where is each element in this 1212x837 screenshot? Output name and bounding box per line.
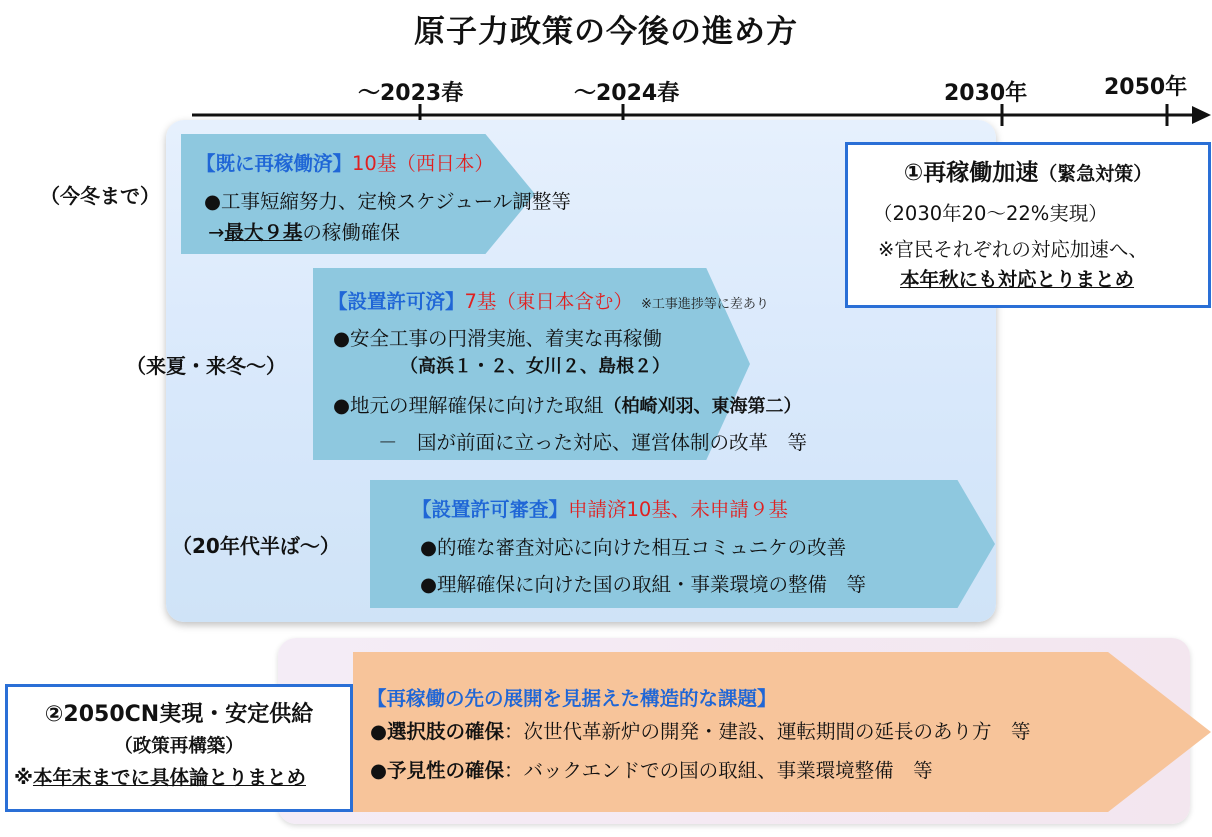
licensed-line-3: － 国が前面に立った対応、運営体制の改革 等 (378, 431, 808, 454)
licensed-line-2-main: ●地元の理解確保に向けた取組 (333, 394, 604, 417)
box2-line-2 (14, 762, 306, 790)
timeline-axis (0, 0, 1212, 140)
restarted-line-2-emph: 最大９基 (224, 221, 303, 244)
tick-label-2050: 2050年 (1104, 75, 1188, 100)
structural-issues-header: 【再稼働の先の展開を見据えた構造的な課題】 (367, 687, 777, 710)
structural-line-2 (370, 755, 933, 783)
box1-title-line (845, 154, 1211, 187)
structural-line-1 (370, 716, 1031, 744)
box2-line-1: （政策再構築） (114, 736, 244, 757)
restarted-line-2 (208, 217, 400, 245)
box1-title: ①再稼働加速 (903, 160, 1039, 186)
licensed-line-2 (333, 390, 802, 418)
period-label-summer: （来夏・来冬～） (126, 354, 286, 378)
licensed-line-2-sub: （柏崎刈羽、東海第二） (603, 396, 802, 417)
licensed-line-1-sub: （高浜１・２、女川２、島根２） (400, 356, 670, 377)
review-header: 【設置許可審査】 (412, 498, 569, 521)
timeline-arrowhead (1192, 106, 1211, 124)
tick-label-2030: 2030年 (944, 81, 1028, 106)
box2-title: ②2050CN実現・安定供給 (44, 702, 314, 727)
box2-line-2-prefix: ※ (14, 766, 33, 789)
box1-line-3: 本年秋にも対応とりまとめ (900, 268, 1135, 291)
licensed-line-1: ●安全工事の円滑実施、着実な再稼働 (333, 327, 663, 350)
restarted-header-line (196, 148, 494, 176)
box1-line-1: （2030年20～22%実現） (873, 202, 1108, 225)
review-header-line (412, 494, 788, 522)
restarted-line-2-prefix: → (208, 221, 225, 244)
restarted-line-2-suffix: の稼働確保 (302, 221, 400, 244)
review-line-1: ●的確な審査対応に向けた相互コミュニケの改善 (420, 536, 847, 559)
licensed-header: 【設置許可済】 (328, 290, 465, 313)
review-line-2: ●理解確保に向けた国の取組・事業環境の整備 等 (420, 573, 867, 596)
box1-title-sub: （緊急対策） (1038, 163, 1153, 185)
restarted-header: 【既に再稼働済】 (196, 152, 353, 175)
review-count: 申請済10基、未申請９基 (568, 498, 788, 521)
page-title: 原子力政策の今後の進め方 (414, 14, 798, 50)
period-label-mid-20s: （20年代半ば～） (172, 534, 340, 558)
licensed-count: 7基（東日本含む） (464, 290, 633, 313)
period-label-winter: （今冬まで） (40, 184, 160, 208)
licensed-header-line (328, 286, 769, 314)
licensed-note: ※工事進捗等に差あり (640, 297, 769, 312)
restarted-count: 10基（西日本） (352, 152, 494, 175)
structural-line-2-text: ：バックエンドでの国の取組、事業環境整備 等 (504, 759, 933, 782)
box2-line-2-emph: 本年末までに具体論とりまとめ (32, 766, 306, 789)
structural-line-1-text: ：次世代革新炉の開発・建設、運転期間の延長のあり方 等 (504, 720, 1031, 743)
structural-line-2-label: ●予見性の確保 (370, 759, 505, 782)
restarted-line-1: ●工事短縮努力、定検スケジュール調整等 (204, 190, 571, 213)
tick-label-2024: ～2024春 (574, 81, 680, 106)
structural-line-1-label: ●選択肢の確保 (370, 720, 505, 743)
tick-label-2023: ～2023春 (358, 81, 464, 106)
box1-line-2: ※官民それぞれの対応加速へ、 (878, 238, 1148, 261)
